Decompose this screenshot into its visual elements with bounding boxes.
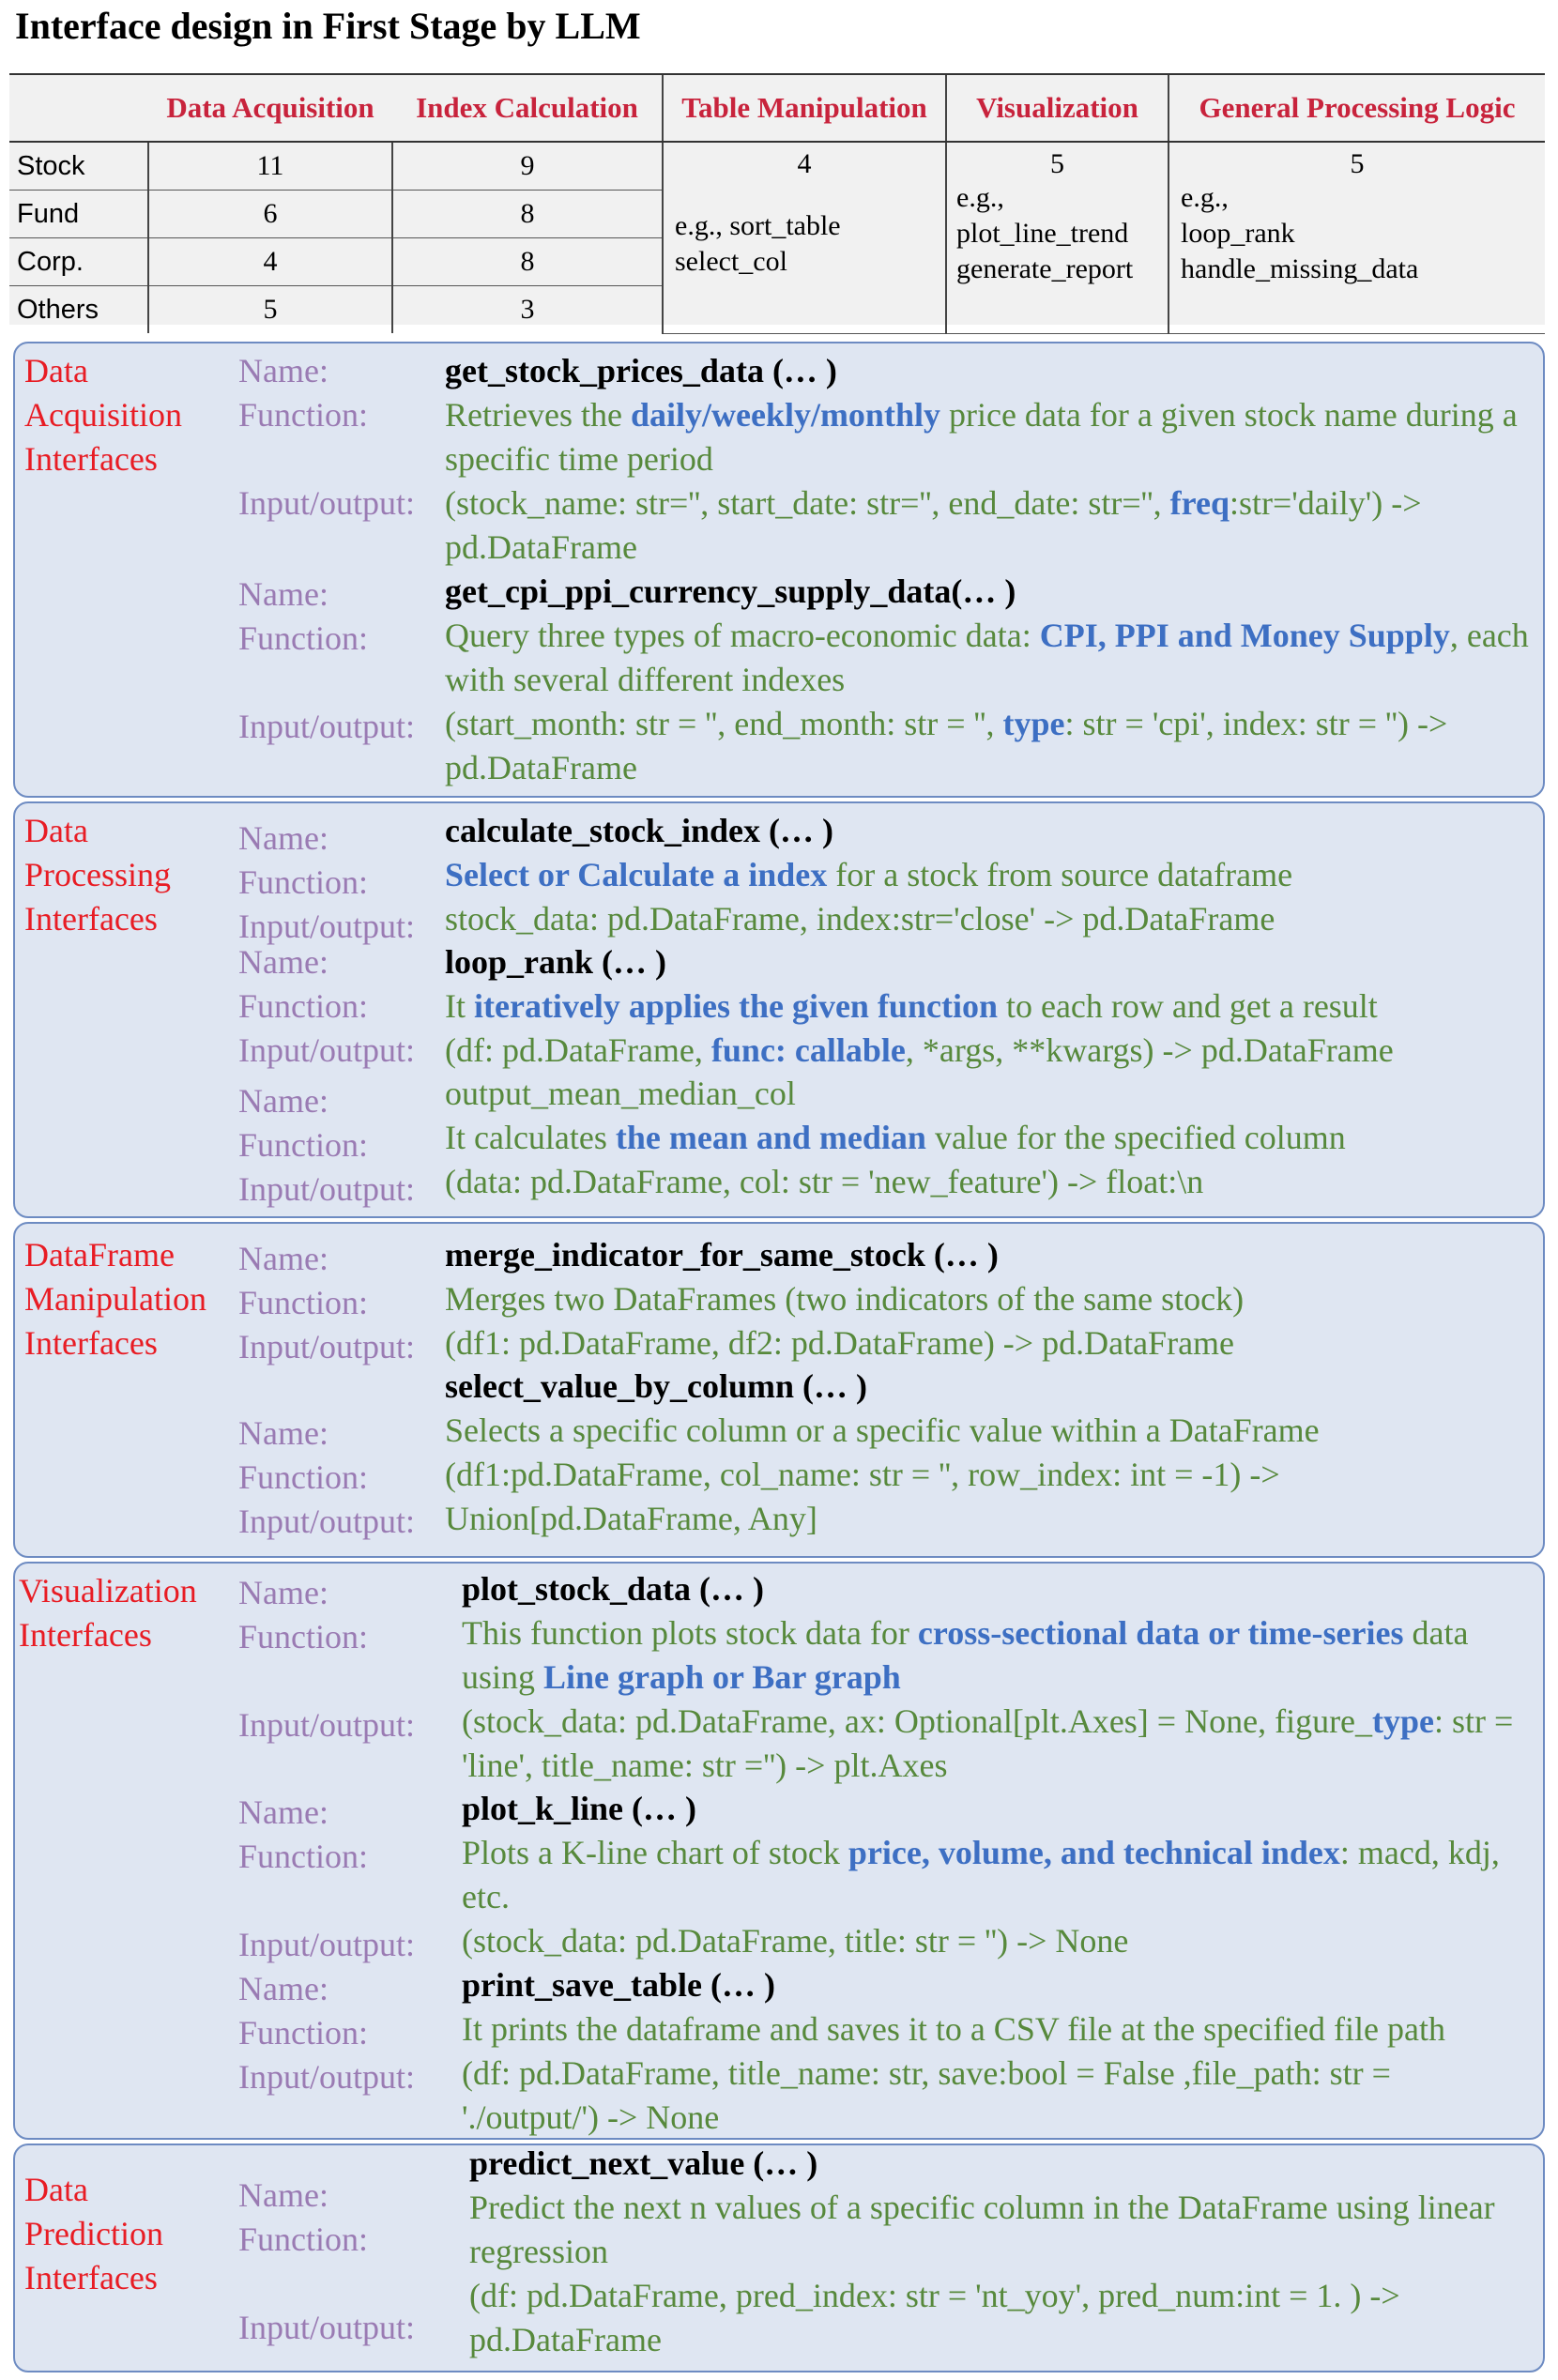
- function-description: It prints the dataframe and saves it to a CSV file at the specified file path: [462, 2010, 1446, 2048]
- function-name: merge_indicator_for_same_stock (… ): [445, 1236, 999, 1274]
- summary-table: [9, 73, 1545, 325]
- function-name: predict_next_value (… ): [469, 2144, 818, 2182]
- visualization-cell: [946, 142, 1168, 333]
- dataframe-manipulation-section: [13, 1222, 1545, 1558]
- function-label: Function:: [238, 2014, 369, 2052]
- io-label: Input/output:: [238, 2058, 415, 2096]
- function-label: Function:: [238, 1618, 369, 1655]
- table-cell: 11: [148, 142, 392, 191]
- count-value: 5: [1050, 148, 1064, 179]
- io-label: Input/output:: [238, 708, 415, 745]
- category-label: Data Prediction Interfaces: [24, 2171, 163, 2296]
- io-label: Input/output:: [238, 1503, 415, 1540]
- function-name: select_value_by_column (… ): [445, 1367, 867, 1405]
- function-label: Function:: [238, 619, 369, 657]
- table-cell: 6: [148, 191, 392, 238]
- function-name: print_save_table (… ): [462, 1966, 775, 2004]
- example-text: plot_line_trend: [956, 218, 1129, 249]
- category-label: Data Acquisition Interfaces: [24, 352, 182, 478]
- page-title: Interface design in First Stage by LLM: [15, 5, 641, 47]
- io-signature: stock_data: pd.DataFrame, index:str='close' -> pd.DataFrame: [445, 900, 1275, 938]
- io-label: Input/output:: [238, 1926, 415, 1963]
- io-label: Input/output:: [238, 2309, 415, 2346]
- function-name: output_mean_median_col: [445, 1075, 796, 1112]
- example-text: e.g.,: [1181, 182, 1229, 213]
- category-label: Data Processing Interfaces: [24, 812, 171, 938]
- example-text: e.g.,: [956, 182, 1004, 213]
- column-header: General Processing Logic: [1168, 75, 1545, 142]
- data-processing-section: [13, 801, 1545, 1218]
- table-cell: 4: [148, 238, 392, 286]
- io-signature: (df: pd.DataFrame, pred_index: str = 'nt_yoy', pred_num:int = 1. ) -> pd.DataFrame: [469, 2277, 1400, 2358]
- function-description: It iteratively applies the given function to each row and get a result: [445, 987, 1378, 1025]
- io-signature: (df: pd.DataFrame, func: callable, *args, **kwargs) -> pd.DataFrame: [445, 1031, 1394, 1069]
- function-description: Predict the next n values of a specific column in the DataFrame using linear regression: [469, 2189, 1495, 2270]
- function-label: Function:: [238, 2220, 369, 2258]
- name-label: Name:: [238, 352, 328, 389]
- function-label: Function:: [238, 396, 369, 434]
- column-header: Table Manipulation: [663, 75, 946, 142]
- io-signature: (stock_data: pd.DataFrame, ax: Optional[plt.Axes] = None, figure_type: str = 'line', title_name: str ='') -> plt.Axes: [462, 1702, 1514, 1784]
- io-signature: (df: pd.DataFrame, title_name: str, save:bool = False ,file_path: str = './output/') -> None: [462, 2054, 1391, 2136]
- function-description: This function plots stock data for cross-sectional data or time-series data using Line graph or Bar graph: [462, 1614, 1469, 1696]
- function-description: Selects a specific column or a specific value within a DataFrame: [445, 1411, 1320, 1449]
- function-name: plot_stock_data (… ): [462, 1570, 764, 1608]
- count-value: 4: [797, 148, 812, 179]
- table-cell: 8: [392, 191, 663, 238]
- table-row: [9, 142, 1545, 191]
- column-header: Index Calculation: [392, 75, 663, 142]
- general-logic-cell: [1168, 142, 1545, 333]
- io-signature: (data: pd.DataFrame, col: str = 'new_feature') -> float:\n: [445, 1163, 1204, 1200]
- data-acquisition-section: [13, 342, 1545, 798]
- name-label: Name:: [238, 1082, 328, 1120]
- io-signature: (df1: pd.DataFrame, df2: pd.DataFrame) -> pd.DataFrame: [445, 1324, 1235, 1362]
- category-label: Visualization Interfaces: [19, 1572, 197, 1654]
- table-cell: 5: [148, 286, 392, 334]
- function-description: Query three types of macro-economic data: CPI, PPI and Money Supply, each with several different indexes: [445, 617, 1529, 698]
- function-label: Function:: [238, 1126, 369, 1164]
- io-signature: (stock_data: pd.DataFrame, title: str = '') -> None: [462, 1922, 1129, 1960]
- function-description: Plots a K-line chart of stock price, volume, and technical index: macd, kdj, etc.: [462, 1834, 1500, 1915]
- function-name: get_cpi_ppi_currency_supply_data(… ): [445, 572, 1016, 610]
- io-label: Input/output:: [238, 908, 415, 945]
- function-name: calculate_stock_index (… ): [445, 812, 833, 849]
- row-label: Stock: [9, 142, 148, 191]
- column-header: Data Acquisition: [148, 75, 392, 142]
- function-label: Function:: [238, 987, 369, 1025]
- function-label: Function:: [238, 863, 369, 901]
- name-label: Name:: [238, 1574, 328, 1611]
- io-label: Input/output:: [238, 1328, 415, 1365]
- io-signature: (stock_name: str='', start_date: str='', end_date: str='', freq:str='daily') -> pd.DataFrame: [445, 484, 1422, 566]
- example-text: select_col: [675, 246, 787, 277]
- name-label: Name:: [238, 1793, 328, 1831]
- io-signature: (start_month: str = '', end_month: str = '', type: str = 'cpi', index: str = '') -> pd.DataFrame: [445, 705, 1448, 786]
- function-description: Merges two DataFrames (two indicators of the same stock): [445, 1280, 1245, 1318]
- data-prediction-section: [13, 2144, 1545, 2372]
- io-label: Input/output:: [238, 1031, 415, 1069]
- name-label: Name:: [238, 943, 328, 981]
- function-name: plot_k_line (… ): [462, 1790, 697, 1827]
- row-label: Others: [17, 294, 99, 325]
- name-label: Name:: [238, 1414, 328, 1452]
- table-cell: 8: [392, 238, 663, 286]
- example-text: e.g., sort_table: [675, 210, 841, 241]
- function-name: get_stock_prices_data (… ): [445, 352, 837, 389]
- io-signature: (df1:pd.DataFrame, col_name: str = '', row_index: int = -1) -> Union[pd.DataFrame, Any]: [445, 1456, 1280, 1537]
- function-description: It calculates the mean and median value for the specified column: [445, 1119, 1346, 1156]
- example-text: handle_missing_data: [1181, 253, 1419, 284]
- example-text: loop_rank: [1181, 218, 1295, 249]
- function-label: Function:: [238, 1284, 369, 1321]
- function-label: Function:: [238, 1458, 369, 1496]
- function-label: Function:: [238, 1838, 369, 1875]
- table-cell: 3: [392, 286, 663, 334]
- io-label: Input/output:: [238, 1170, 415, 1208]
- example-text: generate_report: [956, 253, 1134, 284]
- table-manipulation-cell: [663, 142, 946, 333]
- function-description: Select or Calculate a index for a stock from source dataframe: [445, 856, 1293, 893]
- category-label: DataFrame Manipulation Interfaces: [24, 1236, 206, 1362]
- io-label: Input/output:: [238, 484, 415, 522]
- io-label: Input/output:: [238, 1706, 415, 1744]
- visualization-section: [13, 1562, 1545, 2140]
- name-label: Name:: [238, 1970, 328, 2007]
- function-description: Retrieves the daily/weekly/monthly price data for a given stock name during a specific time period: [445, 396, 1518, 478]
- corner-cell: [9, 75, 148, 142]
- table-cell: 9: [392, 142, 663, 191]
- function-name: loop_rank (… ): [445, 943, 667, 981]
- name-label: Name:: [238, 2176, 328, 2214]
- name-label: Name:: [238, 1240, 328, 1277]
- row-label: Fund: [9, 191, 148, 238]
- row-label: Corp.: [9, 238, 148, 286]
- column-header: Visualization: [946, 75, 1168, 142]
- name-label: Name:: [238, 819, 328, 857]
- name-label: Name:: [238, 575, 328, 613]
- count-value: 5: [1350, 148, 1365, 179]
